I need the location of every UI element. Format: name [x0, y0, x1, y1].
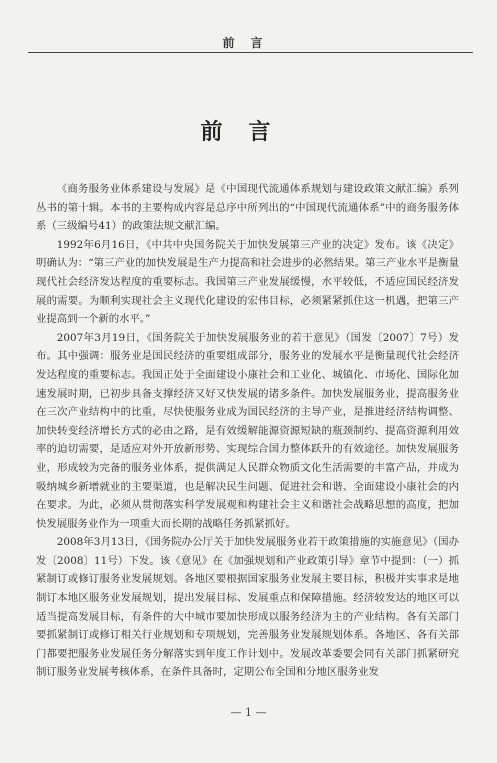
- body-text: [36, 180, 459, 682]
- page-number: — 1 —: [230, 706, 267, 719]
- paragraph: 2007年3月19日，《国务院关于加快发展服务业的若干意见》（国发〔2007〕7号）发布。其中强调：服务业是国民经济的重要组成部分，服务业的发展水平是衡量现代社会经济发达程度的重要标志。我国正处于全面建设小康社会和工业化、城镇化、市场化、国际化加速发展时期，已初步具备支撑经济又好又快发展的诸多条件。加快发展服务业，提高服务业在三次产业结构中的比重，尽快使服务业成为国民经济的主导产业，是推进经济结构调整、加快转变经济增长方式的必由之路，是有效缓解能源资源短缺的瓶颈制约、提高资源利用效率的迫切需要，是适应对外开放新形势、实现综合国力整体跃升的有效途径。加快发展服务业，形成较为完备的服务业体系，提供满足人民群众物质文化生活需要的丰富产品，并成为吸纳城乡新增就业的主要渠道，也是解决民生问题、促进社会和谐、全面建设小康社会的内在要求。为此，必须从贯彻落实科学发展观和构建社会主义和谐社会战略思想的高度，把加快发展服务业作为一项重大而长期的战略任务抓紧抓好。: [36, 331, 459, 530]
- paragraph: 1992年6月16日，《中共中央国务院关于加快发展第三产业的决定》发布。该《决定》明确认为：“第三产业的加快发展是生产力提高和社会进步的必然结果。第三产业水平是衡量现代社会经济发达程度的重要标志。我国第三产业发展缓慢，水平较低，不适应国民经济发展的需要。为顺利实现社会主义现代化建设的宏伟目标，必须紧紧抓住这一机遇，把第三产业提高到一个新的水平。”: [36, 238, 459, 326]
- paragraph: 2008年3月13日，《国务院办公厅关于加快发展服务业若干政策措施的实施意见》（国办发〔2008〕11号）下发。该《意见》在《加强规划和产业政策引导》章节中提到：（一）抓紧制订或修订服务业发展规划。各地区要根据国家服务业发展主要目标，积极并实事求是地制订本地区服务业发展规划，提出发展目标、发展重点和保障措施。经济较发达的地区可以适当提高发展目标，有条件的大中城市要加快形成以服务经济为主的产业结构。各有关部门要抓紧制订或修订相关行业规划和专项规划，完善服务业发展规划体系。各地区、各有关部门都要把服务业发展任务分解落实到年度工作计划中。发展改革委要会同有关部门抓紧研究制订服务业发展考核体系，在条件具备时，定期公布全国和分地区服务业发: [36, 536, 459, 679]
- running-header: [28, 32, 473, 53]
- paragraph: 《商务服务业体系建设与发展》是《中国现代流通体系规划与建设政策文献汇编》系列丛书的第十辑。本书的主要构成内容是总序中所列出的“中国现代流通体系”中的商务服务体系（三级编号41）的政策法规文献汇编。: [36, 183, 459, 233]
- page-title: 前言: [200, 119, 297, 145]
- running-header-text: 前言: [222, 36, 279, 50]
